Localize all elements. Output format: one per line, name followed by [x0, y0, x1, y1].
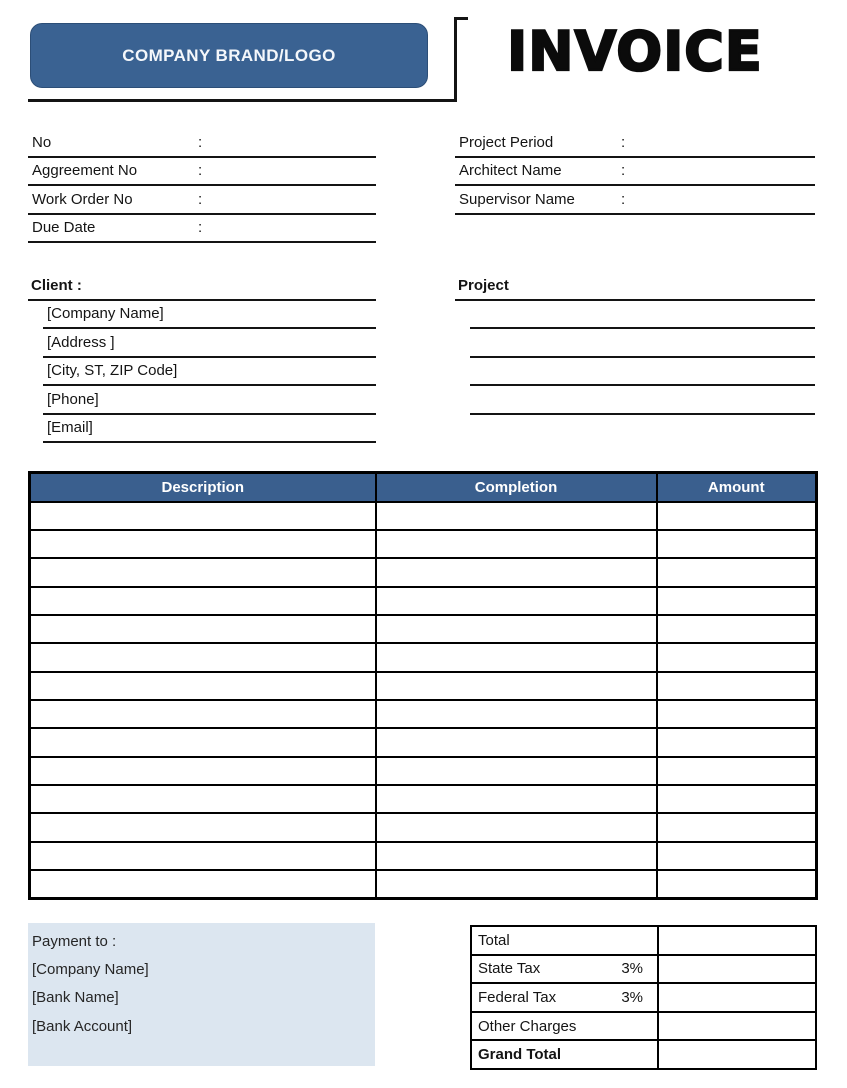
items-table-cell[interactable] — [376, 502, 657, 530]
company-logo-placeholder[interactable] — [30, 23, 428, 88]
items-table-cell[interactable] — [657, 643, 817, 671]
project-blank-line[interactable] — [470, 386, 815, 415]
client-city-line[interactable] — [43, 358, 376, 387]
items-table-cell[interactable] — [657, 728, 817, 756]
project-heading-text: Project — [458, 276, 509, 294]
field-row-project-period[interactable] — [455, 129, 815, 158]
totals-amount-cell[interactable] — [658, 955, 816, 984]
payment-company-name[interactable]: [Company Name] — [32, 961, 149, 979]
header-vertical-divider-line — [454, 17, 457, 101]
items-table-cell[interactable] — [376, 785, 657, 813]
client-item-text: [City, ST, ZIP Code] — [47, 362, 178, 379]
field-label: Aggreement No — [32, 162, 138, 179]
items-table-cell[interactable] — [657, 502, 817, 530]
payment-bank-name[interactable]: [Bank Name] — [32, 989, 119, 1007]
items-table-cell[interactable] — [376, 587, 657, 615]
items-table-row — [30, 643, 817, 671]
totals-label: Federal Tax — [478, 988, 557, 1006]
totals-row-federal-tax — [471, 983, 816, 1012]
items-table-row — [30, 785, 817, 813]
items-table-header-row — [30, 473, 817, 502]
field-label: Due Date — [32, 219, 96, 236]
payment-info-box — [28, 923, 375, 1066]
items-table-row — [30, 757, 817, 785]
field-row-supervisor-name[interactable] — [455, 186, 815, 215]
items-table-cell[interactable] — [30, 530, 376, 558]
totals-table — [470, 925, 817, 1070]
field-colon: : — [198, 219, 203, 236]
items-table-cell[interactable] — [376, 728, 657, 756]
items-table-row — [30, 558, 817, 586]
project-section-heading — [455, 272, 815, 301]
items-table-cell[interactable] — [657, 558, 817, 586]
field-label: Supervisor Name — [459, 190, 575, 208]
items-table-row — [30, 587, 817, 615]
totals-amount-cell[interactable] — [658, 1012, 816, 1041]
field-colon: : — [198, 133, 203, 151]
field-label: Project Period — [459, 133, 554, 151]
items-table-cell[interactable] — [657, 757, 817, 785]
items-table-cell[interactable] — [30, 672, 376, 700]
items-table-cell[interactable] — [657, 530, 817, 558]
totals-amount-cell[interactable] — [658, 1040, 816, 1069]
project-blank-line[interactable] — [470, 301, 815, 330]
field-label: Architect Name — [459, 162, 562, 179]
items-table-header-amount: Amount — [657, 473, 817, 502]
items-table-cell[interactable] — [30, 700, 376, 728]
field-colon: : — [198, 162, 203, 179]
totals-label: Other Charges — [478, 1017, 577, 1035]
totals-row-other-charges — [471, 1012, 816, 1041]
items-table-cell[interactable] — [30, 643, 376, 671]
items-table-cell[interactable] — [657, 813, 817, 841]
header-bottom-line — [28, 99, 457, 102]
items-table-row — [30, 842, 817, 870]
items-table-cell[interactable] — [657, 615, 817, 643]
items-table-header-completion: Completion — [376, 473, 657, 502]
totals-pct[interactable]: 3% — [621, 988, 643, 1006]
client-phone-line[interactable] — [43, 386, 376, 415]
field-label: Work Order No — [32, 190, 133, 208]
items-table-cell[interactable] — [657, 700, 817, 728]
items-table-cell[interactable] — [30, 842, 376, 870]
items-table-cell[interactable] — [657, 672, 817, 700]
items-table-cell[interactable] — [30, 757, 376, 785]
items-table-cell[interactable] — [657, 785, 817, 813]
items-table-cell[interactable] — [657, 870, 817, 898]
client-heading-text: Client : — [31, 276, 82, 294]
items-table-body — [30, 502, 817, 899]
totals-row-state-tax — [471, 955, 816, 984]
items-table-cell[interactable] — [30, 728, 376, 756]
items-table-row — [30, 870, 817, 898]
items-table-header-description: Description — [30, 473, 376, 502]
items-table-cell[interactable] — [376, 870, 657, 898]
items-table-cell[interactable] — [30, 785, 376, 813]
invoice-heading: INVOICE — [507, 19, 763, 83]
client-email-line[interactable] — [43, 415, 376, 444]
items-table-cell[interactable] — [376, 757, 657, 785]
client-address-line[interactable] — [43, 329, 376, 358]
project-blank-line[interactable] — [470, 358, 815, 387]
items-table-cell[interactable] — [657, 842, 817, 870]
items-table-cell[interactable] — [376, 700, 657, 728]
items-table-cell[interactable] — [30, 558, 376, 586]
items-table-row — [30, 502, 817, 530]
field-row-agreement-no[interactable] — [28, 158, 376, 187]
items-table-cell[interactable] — [376, 643, 657, 671]
items-table-cell[interactable] — [30, 870, 376, 898]
items-table-row — [30, 728, 817, 756]
client-company-name-line[interactable] — [43, 301, 376, 330]
items-table-row — [30, 615, 817, 643]
items-table-row — [30, 530, 817, 558]
field-row-work-order-no[interactable] — [28, 186, 376, 215]
items-table-cell[interactable] — [376, 558, 657, 586]
items-table-row — [30, 672, 817, 700]
field-colon: : — [621, 162, 626, 179]
items-table-cell[interactable] — [376, 672, 657, 700]
items-table — [28, 471, 818, 900]
field-row-no[interactable] — [28, 129, 376, 158]
items-table-cell[interactable] — [30, 615, 376, 643]
field-colon: : — [621, 133, 626, 151]
payment-heading: Payment to : — [32, 932, 117, 950]
field-colon: : — [621, 190, 626, 208]
totals-amount-cell[interactable] — [658, 983, 816, 1012]
client-item-text: [Phone] — [47, 390, 99, 408]
items-table-row — [30, 700, 817, 728]
items-table-cell[interactable] — [376, 530, 657, 558]
field-row-due-date[interactable] — [28, 215, 376, 244]
totals-amount-cell[interactable] — [658, 926, 816, 955]
items-table-cell[interactable] — [30, 587, 376, 615]
payment-bank-account[interactable]: [Bank Account] — [32, 1017, 133, 1035]
totals-label: Grand Total — [478, 1046, 562, 1064]
client-item-text: [Company Name] — [47, 305, 164, 322]
project-blank-line[interactable] — [470, 329, 815, 358]
project-blank-lines — [470, 301, 815, 415]
totals-row-grand-total — [471, 1040, 816, 1069]
items-table-cell[interactable] — [657, 587, 817, 615]
items-table-cell[interactable] — [376, 813, 657, 841]
items-table-cell[interactable] — [376, 842, 657, 870]
items-table-cell[interactable] — [376, 615, 657, 643]
client-section-heading — [28, 272, 376, 301]
field-label: No — [32, 133, 52, 151]
items-table-cell[interactable] — [30, 502, 376, 530]
field-row-architect-name[interactable] — [455, 158, 815, 187]
field-colon: : — [198, 190, 203, 208]
totals-label: Total — [478, 931, 510, 949]
client-item-text: [Address ] — [47, 333, 115, 351]
totals-pct[interactable]: 3% — [621, 960, 643, 978]
items-table-cell[interactable] — [30, 813, 376, 841]
company-logo-text: COMPANY BRAND/LOGO — [122, 45, 336, 65]
client-item-text: [Email] — [47, 419, 93, 436]
items-table-row — [30, 813, 817, 841]
totals-label: State Tax — [478, 960, 541, 978]
totals-row-total — [471, 926, 816, 955]
